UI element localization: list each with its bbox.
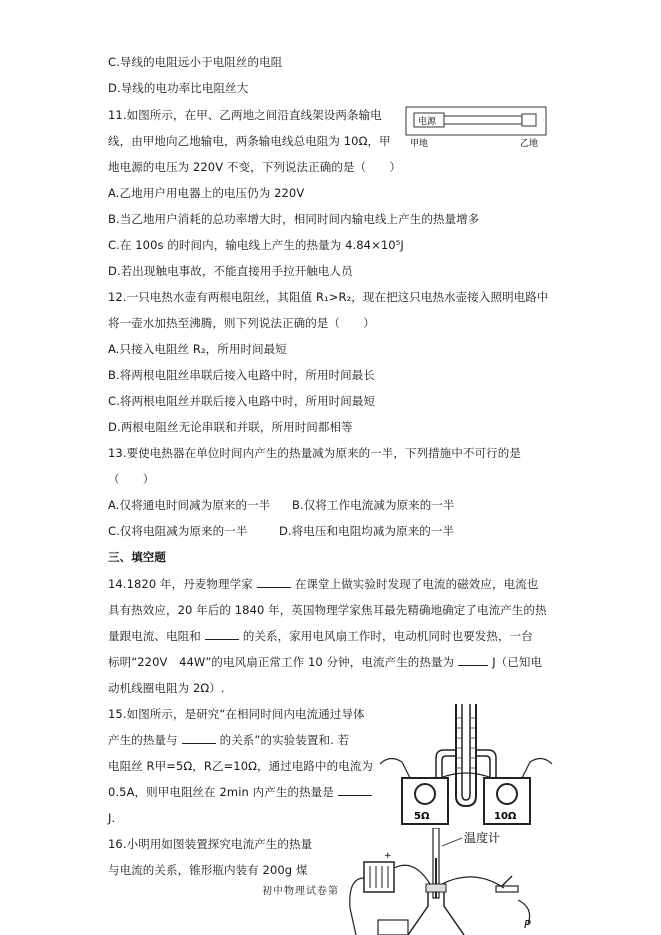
question-15-line-1: 15.如图所示，是研究“在相同时间内电流通过导体	[108, 707, 365, 721]
thermometer-label: 温度计	[464, 831, 501, 845]
power-source-label: 电源	[418, 117, 437, 127]
question-16-line-2: 与电流的关系，锥形瓶内装有 200g 煤	[108, 863, 308, 877]
question-14-text-b: 在课堂上做实验时发现了电流的磁效应，电流也	[294, 577, 539, 591]
question-14-line-4	[108, 655, 542, 670]
answer-blank-15-1[interactable]	[182, 733, 216, 744]
option-a-q13: A.仅将通电时间减为原来的一半	[108, 498, 271, 512]
question-14-line-5: 动机线圈电阻为 2Ω）.	[108, 681, 225, 695]
option-b-q13: B.仅将工作电流减为原来的一半	[292, 498, 455, 512]
question-14-text-e: 标明“220V 44W”的电风扇正常工作 10 分钟，电流产生的热量为	[108, 655, 455, 669]
question-12-stem-2: 将一壶水加热至沸腾，则下列说法正确的是（ ）	[108, 316, 375, 330]
question-14-line-3	[108, 629, 533, 644]
option-c-q10: C.导线的电阻远小于电阻丝的电阻	[108, 55, 283, 69]
question-15-text-b: 的关系”的实验装置和. 若	[219, 733, 350, 747]
question-14-line-2: 具有热效应，20 年后的 1840 年，英国物理学家焦耳最先精确地确定了电流产生的热	[108, 603, 547, 617]
right-resistor-label: 10Ω	[494, 811, 517, 822]
question-13-stem-1: 13.要使电热器在单位时间内产生的热量减为原来的一半，下列措施中不可行的是	[108, 446, 521, 460]
question-14-text-d: 的关系，家用电风扇工作时，电动机同时也要发热，一台	[242, 629, 533, 643]
left-location-label: 甲地	[410, 139, 429, 149]
question-11-stem-3: 地电源的电压为 220V 不变，下列说法正确的是（ ）	[108, 160, 401, 174]
option-a-q11: A.乙地用户用电器上的电压仍为 220V	[108, 186, 305, 200]
figure-power-line	[404, 104, 550, 150]
question-15-text-a: 产生的热量与	[108, 733, 178, 747]
question-14-line-1	[108, 577, 538, 592]
option-d-q10: D.导线的电功率比电阻丝大	[108, 81, 249, 95]
question-12-stem-1: 12.一只电热水壶有两根电阻丝，其阻值 R₁>R₂，现在把这只电热水壶接入照明电路中	[108, 290, 549, 304]
option-b-q12: B.将两根电阻丝串联后接入电路中时，所用时间最长	[108, 368, 375, 382]
meter-icon	[378, 920, 408, 935]
question-11-stem-2: 线，由甲地向乙地输电，两条输电线总电阻为 10Ω，甲	[108, 134, 391, 148]
question-11-stem-1: 11.如图所示，在甲、乙两地之间沿直线架设两条输电	[108, 108, 382, 122]
answer-blank-14-1[interactable]	[257, 577, 291, 588]
answer-blank-15-2[interactable]	[338, 785, 372, 796]
slider-label: P	[524, 918, 531, 931]
option-c-q11: C.在 100s 的时间内，输电线上产生的热量为 4.84×10⁵J	[108, 238, 404, 252]
option-c-q12: C.将两根电阻丝并联后接入电路中时，所用时间最短	[108, 394, 376, 408]
answer-blank-14-3[interactable]	[458, 655, 488, 666]
page-footer: 初中物理试卷第	[262, 886, 339, 897]
section-heading: 三、填空题	[108, 550, 166, 564]
question-13-stem-2: （ ）	[108, 472, 155, 486]
question-14-text-c: 量跟电流、电阻和	[108, 629, 201, 643]
question-14-text-f: J（已知电	[492, 655, 543, 669]
option-b-q11: B.当乙地用户消耗的总功率增大时，相同时间内输电线上产生的热量增多	[108, 212, 480, 226]
right-location-label: 乙地	[520, 139, 539, 149]
answer-blank-14-2[interactable]	[205, 629, 239, 640]
option-d-q13: D.将电压和电阻均减为原来的一半	[279, 524, 455, 538]
question-14-text-a: 14.1820 年，丹麦物理学家	[108, 577, 253, 591]
question-15-line-3: 电阻丝 R甲=5Ω，R乙=10Ω，通过电路中的电流为	[108, 759, 374, 773]
option-d-q12: D.两根电阻丝无论串联和并联，所用时间都相等	[108, 420, 353, 434]
svg-text:+: +	[384, 851, 392, 861]
question-16-line-1: 16.小明用如图装置探究电流产生的热量	[108, 837, 313, 851]
question-15-text-c: 0.5A，则甲电阻丝在 2min 内产生的热量是	[108, 785, 334, 799]
figure-thermometer-circuit	[344, 828, 550, 935]
option-c-q13: C.仅将电阻减为原来的一半	[108, 524, 248, 538]
left-resistor-label: 5Ω	[414, 811, 430, 822]
option-a-q12: A.只接入电阻丝 R₂，所用时间最短	[108, 342, 287, 356]
question-15-line-5: J.	[108, 811, 116, 825]
load-box	[522, 114, 536, 126]
figure-heating-apparatus	[376, 698, 556, 826]
question-15-line-2	[108, 733, 349, 748]
question-15-line-4	[108, 785, 376, 800]
switch-icon	[496, 886, 518, 892]
battery-icon	[364, 862, 394, 892]
option-d-q11: D.若出现触电事故，不能直接用手拉开触电人员	[108, 264, 353, 278]
